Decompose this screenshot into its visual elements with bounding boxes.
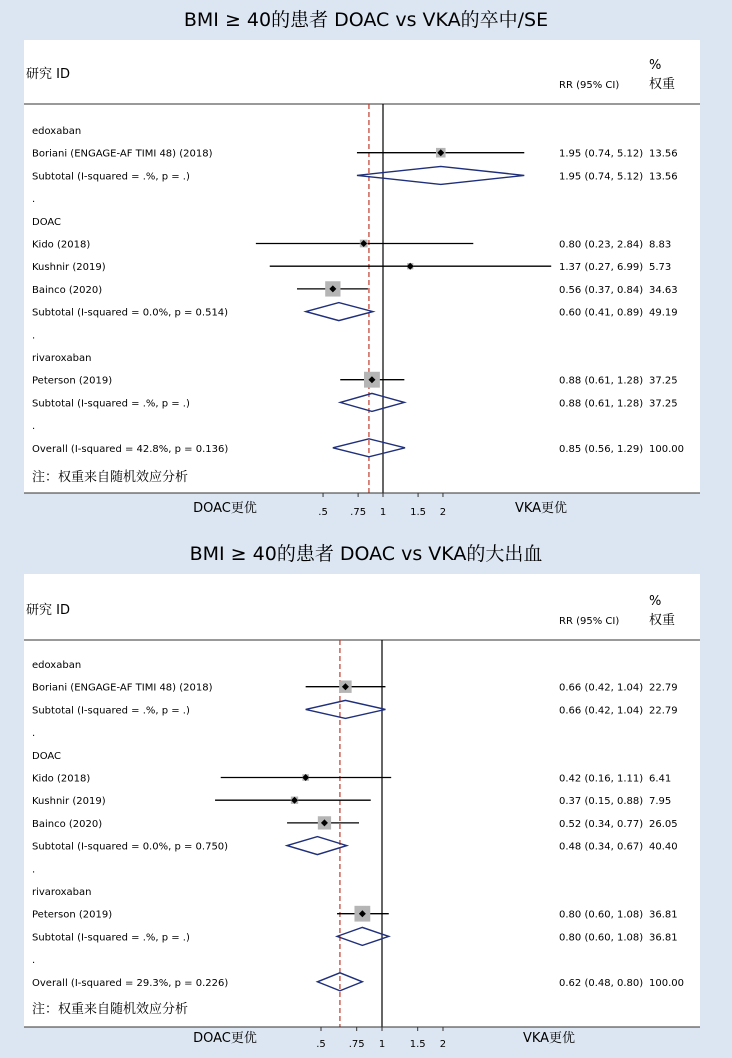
rr-value: 0.37 (0.15, 0.88) <box>559 796 644 808</box>
rr-value: 0.88 (0.61, 1.28) <box>559 398 644 410</box>
header-study-id: 研究 ID <box>26 603 70 618</box>
rr-value: 1.95 (0.74, 5.12) <box>559 171 644 183</box>
header-weight: 权重 <box>649 613 676 628</box>
rr-value: 0.62 (0.48, 0.80) <box>559 977 644 989</box>
row-label: Subtotal (I-squared = .%, p = .) <box>32 705 190 717</box>
x-tick-label: 1.5 <box>410 507 427 518</box>
header-weight: 权重 <box>649 77 676 92</box>
weight-value: 8.83 <box>649 239 672 251</box>
row-label: . <box>32 955 36 967</box>
x-tick-label: 2 <box>439 1039 447 1050</box>
rr-value: 0.48 (0.34, 0.67) <box>559 841 644 853</box>
row-label: . <box>32 194 36 206</box>
row-label: Subtotal (I-squared = .%, p = .) <box>32 398 190 410</box>
rr-value: 0.56 (0.37, 0.84) <box>559 284 644 296</box>
row-label: edoxaban <box>32 126 82 137</box>
row-label: Kushnir (2019) <box>32 262 106 274</box>
rr-value: 0.66 (0.42, 1.04) <box>559 705 644 717</box>
chart-title: BMI ≥ 40的患者 DOAC vs VKA的卒中/SE <box>183 9 549 31</box>
rr-value: 0.52 (0.34, 0.77) <box>559 818 644 830</box>
weight-value: 22.79 <box>649 705 678 717</box>
row-label: Overall (I-squared = 29.3%, p = 0.226) <box>32 977 229 989</box>
x-tick-label: 1 <box>379 507 387 518</box>
favours-right-label: VKA更优 <box>514 501 568 516</box>
row-blank <box>32 728 35 739</box>
row-label: Boriani (ENGAGE-AF TIMI 48) (2018) <box>32 148 213 160</box>
weight-value: 5.73 <box>649 262 672 274</box>
row-label: Subtotal (I-squared = 0.0%, p = 0.514) <box>32 307 229 319</box>
header-study-id: 研究 ID <box>26 67 70 82</box>
weight-value: 34.63 <box>649 284 678 296</box>
weight-value: 13.56 <box>649 171 678 183</box>
rr-value: 1.95 (0.74, 5.12) <box>559 148 644 160</box>
weight-value: 100.00 <box>649 977 684 989</box>
weight-value: 40.40 <box>649 841 678 853</box>
row-blank <box>32 864 35 875</box>
row-blank <box>32 955 35 966</box>
rr-value: 0.85 (0.56, 1.29) <box>559 443 644 455</box>
row-label: Overall (I-squared = 42.8%, p = 0.136) <box>32 443 229 455</box>
weight-value: 7.95 <box>649 796 672 808</box>
row-label: DOAC <box>32 750 62 762</box>
rr-value: 0.60 (0.41, 0.89) <box>559 307 644 319</box>
x-tick-label: 1 <box>378 1039 386 1050</box>
row-label: edoxaban <box>32 660 82 671</box>
weight-value: 22.79 <box>649 682 678 694</box>
header-rr: RR (95% CI) <box>559 80 620 91</box>
rr-value: 0.80 (0.60, 1.08) <box>559 932 644 944</box>
weight-value: 6.41 <box>649 773 672 785</box>
row-group <box>32 887 92 898</box>
row-group <box>32 126 81 137</box>
row-label: Subtotal (I-squared = .%, p = .) <box>32 932 190 944</box>
row-label: Kido (2018) <box>32 773 91 785</box>
row-label: Peterson (2019) <box>32 909 113 921</box>
row-label: Kushnir (2019) <box>32 796 106 808</box>
row-label: rivaroxaban <box>32 353 92 364</box>
weight-value: 13.56 <box>649 148 678 160</box>
row-label: rivaroxaban <box>32 887 92 898</box>
favours-left-label: DOAC更优 <box>193 1031 257 1046</box>
x-tick-label: 1.5 <box>409 1039 426 1050</box>
x-tick-label: .5 <box>316 1039 326 1050</box>
row-group <box>32 751 61 762</box>
footnote: 注：权重来自随机效应分析 <box>32 1002 189 1017</box>
row-blank <box>32 330 35 341</box>
row-group <box>32 660 81 671</box>
weight-value: 37.25 <box>649 375 678 387</box>
rr-value: 0.88 (0.61, 1.28) <box>559 375 644 387</box>
x-tick-label: .5 <box>318 507 328 518</box>
x-tick-label: .75 <box>350 507 367 518</box>
row-label: Subtotal (I-squared = .%, p = .) <box>32 171 190 183</box>
rr-value: 1.37 (0.27, 6.99) <box>559 262 644 274</box>
forest-plot-2 <box>24 543 700 1050</box>
weight-value: 49.19 <box>649 307 678 319</box>
header-rr: RR (95% CI) <box>559 616 620 627</box>
weight-value: 36.81 <box>649 909 678 921</box>
weight-value: 36.81 <box>649 932 678 944</box>
row-label: Subtotal (I-squared = 0.0%, p = 0.750) <box>32 841 229 853</box>
weight-value: 37.25 <box>649 398 678 410</box>
header-weight-pct: % <box>649 594 662 609</box>
favours-left-label: DOAC更优 <box>193 501 257 516</box>
x-tick-label: .75 <box>348 1039 365 1050</box>
row-blank <box>32 194 35 205</box>
row-label: . <box>32 864 36 876</box>
row-group <box>32 353 92 364</box>
x-tick-label: 2 <box>439 507 447 518</box>
chart-title: BMI ≥ 40的患者 DOAC vs VKA的大出血 <box>189 543 543 565</box>
weight-value: 100.00 <box>649 443 684 455</box>
favours-right-label: VKA更优 <box>522 1031 576 1046</box>
rr-value: 0.42 (0.16, 1.11) <box>559 773 644 785</box>
rr-value: 0.80 (0.60, 1.08) <box>559 909 644 921</box>
header-weight-pct: % <box>649 58 662 73</box>
row-label: . <box>32 728 36 740</box>
row-label: Bainco (2020) <box>32 818 103 830</box>
weight-value: 26.05 <box>649 818 678 830</box>
row-label: . <box>32 330 36 342</box>
row-label: Peterson (2019) <box>32 375 113 387</box>
rr-value: 0.66 (0.42, 1.04) <box>559 682 644 694</box>
row-blank <box>32 421 35 432</box>
row-label: Kido (2018) <box>32 239 91 251</box>
rr-value: 0.80 (0.23, 2.84) <box>559 239 644 251</box>
row-label: DOAC <box>32 216 62 228</box>
row-label: . <box>32 421 36 433</box>
row-group <box>32 217 61 228</box>
forest-plot-1 <box>24 9 700 518</box>
footnote: 注：权重来自随机效应分析 <box>32 470 189 485</box>
row-label: Boriani (ENGAGE-AF TIMI 48) (2018) <box>32 682 213 694</box>
row-label: Bainco (2020) <box>32 284 103 296</box>
